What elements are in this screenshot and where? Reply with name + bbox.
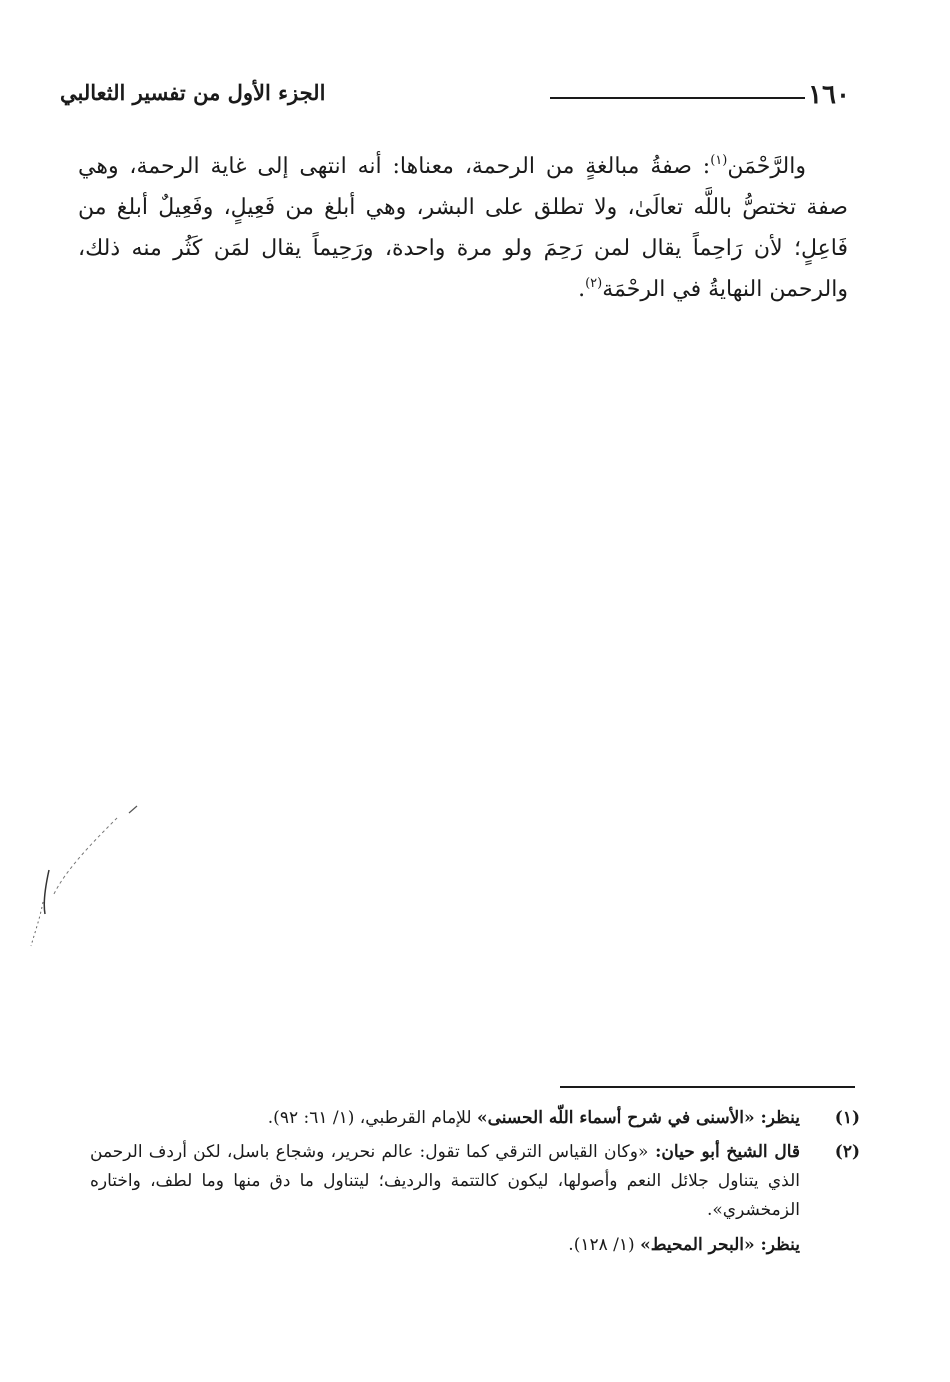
footnote-number: (١) — [834, 1108, 860, 1128]
footnote-marker-1[interactable]: (١) — [710, 153, 728, 168]
footnote-quote: «وكان القياس الترقي كما تقول: عالم نحرير، وشجاع باسل، لكن أردف الرحمن الذي يتناول جلائل النعم وأصولها، ليكون كالتتمة والرديف؛ ليتناول ما دق منها وما لطف، واختاره الزمخشري». — [90, 1142, 800, 1220]
running-title: الجزء الأول من تفسير الثعالبي — [60, 80, 326, 105]
book-title: «الأسنى في شرح أسماء اللّه الحسنى» — [476, 1108, 755, 1128]
sentence-end: . — [578, 277, 586, 302]
footnote-number: (٢) — [834, 1142, 860, 1162]
reference-prefix: ينظر: — [754, 1235, 800, 1255]
footnote-marker-2[interactable]: (٢) — [585, 276, 603, 291]
footnote-citation: للإمام القرطبي، (١/ ٦١: ٩٢). — [267, 1108, 477, 1128]
page-header — [60, 78, 850, 114]
book-title: «البحر المحيط» — [640, 1235, 755, 1255]
footnotes — [90, 1104, 860, 1265]
stray-pen-mark — [25, 800, 150, 950]
footnote-1 — [90, 1104, 860, 1133]
definition-text: : صفةُ مبالغةٍ من الرحمة، معناها: أنه انتهى إلى غاية الرحمة، وهي صفة تختصُّ باللَّه تعالَىٰ، ولا تطلق على البشر، وهي أبلغ من فَعِيلٍ، وفَعِيلٌ أبلغ من فَاعِلٍ؛ لأن رَاحِماً يقال لمن رَحِمَ ولو مرة واحدة، ورَحِيماً يقال لمَن كَثُر منه ذلك، والرحمن النهايةُ في الرحْمَة — [78, 154, 848, 302]
footnote-separator — [560, 1086, 855, 1088]
main-paragraph — [78, 146, 848, 310]
main-text — [78, 146, 848, 310]
reference-citation: (١/ ١٢٨). — [568, 1235, 641, 1255]
page-number: ١٦٠ — [808, 80, 850, 110]
footnote-reference — [90, 1231, 800, 1260]
footnote-prefix: ينظر: — [754, 1108, 800, 1128]
footnote-2 — [90, 1138, 860, 1260]
footnote-prefix: قال الشيخ أبو حيان: — [648, 1142, 800, 1162]
defined-term: والرَّحْمَن — [727, 154, 806, 179]
header-rule — [550, 97, 805, 99]
